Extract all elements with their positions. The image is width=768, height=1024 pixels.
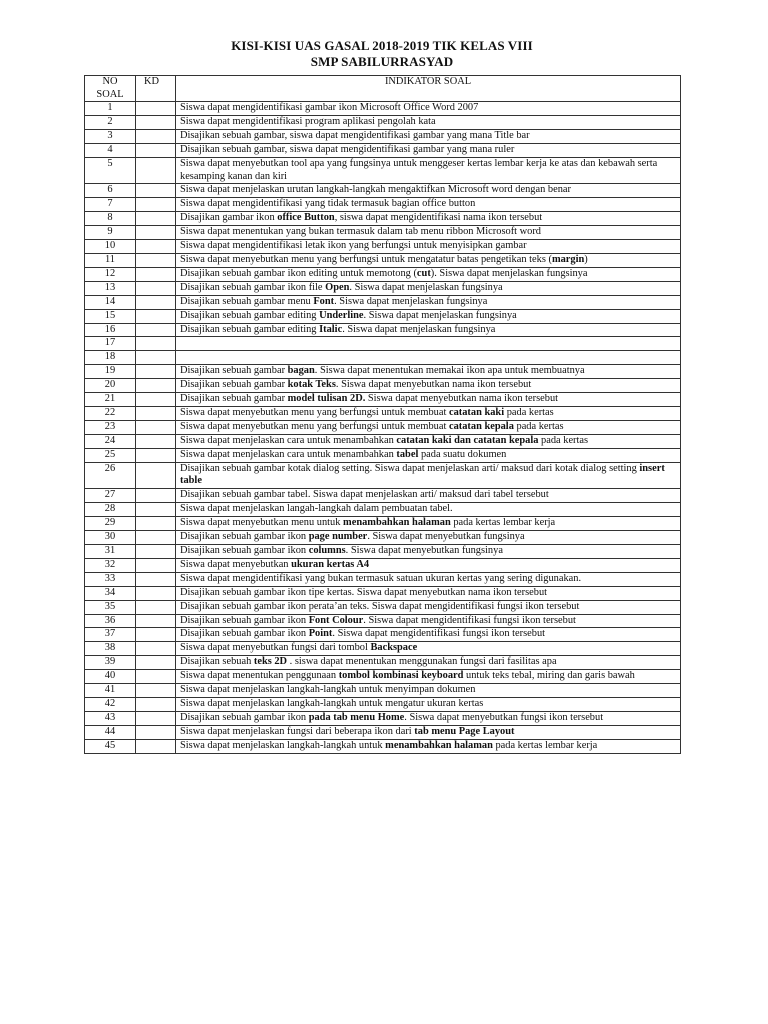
indikator-text: Disajikan sebuah gambar ikon editing untuk memotong ( <box>180 267 417 279</box>
row-indikator <box>176 420 681 434</box>
indikator-text: Disajikan sebuah gambar ikon tipe kertas. Siswa dapat menyebutkan nama ikon tersebut <box>180 586 548 598</box>
indikator-text: pada kertas lembar kerja <box>492 739 598 751</box>
table-row <box>85 725 681 739</box>
row-number: 39 <box>85 656 136 670</box>
row-number: 18 <box>85 351 136 365</box>
indikator-text: untuk teks tebal, miring dan garis bawah <box>463 670 635 682</box>
row-indikator <box>176 614 681 628</box>
indikator-text: Disajikan sebuah gambar tabel. Siswa dapat menjelaskan arti/ maksud dari tabel tersebut <box>180 489 549 501</box>
row-number: 12 <box>85 267 136 281</box>
row-number: 20 <box>85 379 136 393</box>
indikator-text: Disajikan sebuah gambar, siswa dapat mengidentifikasi gambar yang mana ruler <box>180 143 515 155</box>
table-row <box>85 670 681 684</box>
row-number: 23 <box>85 420 136 434</box>
row-kd <box>136 212 176 226</box>
table-header-row <box>85 76 681 102</box>
row-number: 17 <box>85 337 136 351</box>
indikator-emphasis: model tulisan 2D. <box>287 393 366 405</box>
row-indikator <box>176 545 681 559</box>
row-kd <box>136 102 176 116</box>
header-kd: KD <box>136 76 176 102</box>
row-indikator <box>176 309 681 323</box>
row-number: 14 <box>85 295 136 309</box>
indikator-emphasis: tombol kombinasi keyboard <box>338 670 464 682</box>
row-indikator <box>176 642 681 656</box>
row-indikator <box>176 393 681 407</box>
row-indikator <box>176 337 681 351</box>
document-title: KISI-KISI UAS GASAL 2018-2019 TIK KELAS VIII <box>231 38 533 53</box>
indikator-text: Disajikan sebuah gambar ikon <box>180 545 309 556</box>
indikator-emphasis: catatan kepala <box>448 420 514 432</box>
indikator-text: . Siswa dapat mengidentifikasi fungsi ikon tersebut <box>363 614 576 626</box>
row-indikator <box>176 489 681 503</box>
indikator-emphasis: margin <box>551 253 585 265</box>
indikator-text: Disajikan sebuah gambar editing <box>180 323 320 335</box>
row-number: 29 <box>85 517 136 531</box>
table-row <box>85 572 681 586</box>
row-number: 5 <box>85 157 136 184</box>
row-kd <box>136 309 176 323</box>
row-kd <box>136 393 176 407</box>
row-number: 6 <box>85 184 136 198</box>
row-kd <box>136 517 176 531</box>
row-indikator <box>176 572 681 586</box>
table-row <box>85 462 681 489</box>
row-number: 16 <box>85 323 136 337</box>
indikator-text: . Siswa dapat menjelaskan fungsinya <box>334 295 488 307</box>
indikator-emphasis: page number <box>308 531 368 543</box>
row-number: 41 <box>85 684 136 698</box>
table-row <box>85 684 681 698</box>
indikator-text: ) <box>584 253 588 265</box>
indikator-emphasis: kotak Teks <box>287 379 336 391</box>
indikator-text: Siswa dapat menjelaskan langah-langkah dalam pembuatan tabel. <box>180 503 453 515</box>
row-indikator <box>176 351 681 365</box>
table-row <box>85 226 681 240</box>
row-kd <box>136 572 176 586</box>
table-row <box>85 212 681 226</box>
table-row <box>85 184 681 198</box>
table-row <box>85 309 681 323</box>
row-kd <box>136 711 176 725</box>
table-row <box>85 393 681 407</box>
indikator-emphasis: catatan kaki <box>448 406 505 418</box>
row-number: 36 <box>85 614 136 628</box>
row-kd <box>136 656 176 670</box>
indikator-text: Siswa dapat menyebutkan menu yang berfungsi untuk membuat <box>180 420 449 432</box>
row-indikator <box>176 711 681 725</box>
table-row <box>85 545 681 559</box>
indikator-text: , siswa dapat mengidentifikasi nama ikon tersebut <box>334 212 543 224</box>
table-row <box>85 102 681 116</box>
table-row <box>85 267 681 281</box>
indikator-text: Disajikan gambar ikon <box>180 212 278 224</box>
kisi-kisi-table <box>84 75 681 754</box>
indikator-emphasis: insert table <box>180 462 665 487</box>
row-number: 9 <box>85 226 136 240</box>
row-indikator <box>176 157 681 184</box>
indikator-emphasis: Open <box>325 281 350 293</box>
indikator-text: Siswa dapat menyebutkan nama ikon tersebut <box>365 393 559 405</box>
indikator-text: Disajikan sebuah gambar, siswa dapat mengidentifikasi gambar yang mana Title bar <box>180 129 530 141</box>
row-kd <box>136 684 176 698</box>
header-no-line1: NO <box>102 76 118 87</box>
row-number: 1 <box>85 102 136 116</box>
row-kd <box>136 323 176 337</box>
table-row <box>85 157 681 184</box>
school-name: SMP SABILURRASYAD <box>310 54 454 69</box>
table-body <box>85 102 681 754</box>
indikator-text: Disajikan sebuah gambar ikon perata’an teks. Siswa dapat mengidentifikasi fungsi ikon tersebut <box>180 600 580 612</box>
row-kd <box>136 586 176 600</box>
row-kd <box>136 351 176 365</box>
row-indikator <box>176 406 681 420</box>
row-indikator <box>176 184 681 198</box>
row-indikator <box>176 600 681 614</box>
row-indikator <box>176 517 681 531</box>
indikator-emphasis: Underline <box>319 309 364 321</box>
indikator-text: . Siswa dapat menjelaskan fungsinya <box>363 309 517 321</box>
indikator-emphasis: Italic <box>319 323 343 335</box>
row-kd <box>136 600 176 614</box>
row-indikator <box>176 143 681 157</box>
indikator-text: Siswa dapat menyebutkan tool apa yang fungsinya untuk menggeser kertas lembar kerja ke atas dan kebawah serta kesamping kanan dan kiri <box>180 157 658 182</box>
row-kd <box>136 545 176 559</box>
row-indikator <box>176 115 681 129</box>
row-number: 34 <box>85 586 136 600</box>
table-row <box>85 323 681 337</box>
row-kd <box>136 115 176 129</box>
row-indikator <box>176 739 681 753</box>
table-row <box>85 129 681 143</box>
indikator-text: Disajikan sebuah gambar menu <box>180 295 314 307</box>
row-indikator <box>176 240 681 254</box>
indikator-text: Siswa dapat menjelaskan langkah-langkah untuk <box>180 739 386 751</box>
row-kd <box>136 129 176 143</box>
table-row <box>85 143 681 157</box>
indikator-text: Disajikan sebuah gambar <box>180 379 288 391</box>
indikator-text: Siswa dapat menyebutkan <box>180 558 292 570</box>
row-indikator <box>176 656 681 670</box>
indikator-text: . Siswa dapat menyebutkan nama ikon tersebut <box>335 379 532 391</box>
indikator-emphasis: catatan kaki dan catatan kepala <box>396 434 539 446</box>
row-kd <box>136 184 176 198</box>
row-number: 28 <box>85 503 136 517</box>
table-row <box>85 406 681 420</box>
indikator-text: Siswa dapat menjelaskan urutan langkah-langkah mengaktifkan Microsoft word dengan benar <box>180 184 571 196</box>
indikator-text: . Siswa dapat menyebutkan fungsi ikon tersebut <box>404 711 604 723</box>
table-row <box>85 379 681 393</box>
header-no-soal <box>85 76 136 102</box>
row-indikator <box>176 212 681 226</box>
row-number: 22 <box>85 406 136 420</box>
table-row <box>85 295 681 309</box>
row-number: 35 <box>85 600 136 614</box>
row-indikator <box>176 503 681 517</box>
row-number: 19 <box>85 365 136 379</box>
row-number: 43 <box>85 711 136 725</box>
table-row <box>85 517 681 531</box>
indikator-text: Siswa dapat menyebutkan menu yang berfungsi untuk membuat <box>180 406 449 418</box>
indikator-text: Siswa dapat menentukan yang bukan termasuk dalam tab menu ribbon Microsoft word <box>180 226 541 238</box>
row-indikator <box>176 102 681 116</box>
row-indikator <box>176 267 681 281</box>
row-number: 3 <box>85 129 136 143</box>
row-kd <box>136 198 176 212</box>
indikator-text: Siswa dapat menjelaskan fungsi dari beberapa ikon dari <box>180 725 415 737</box>
indikator-text: . Siswa dapat menjelaskan fungsinya <box>349 281 503 293</box>
row-kd <box>136 281 176 295</box>
row-indikator <box>176 697 681 711</box>
row-kd <box>136 558 176 572</box>
row-indikator <box>176 586 681 600</box>
row-kd <box>136 226 176 240</box>
row-number: 4 <box>85 143 136 157</box>
row-number: 38 <box>85 642 136 656</box>
row-number: 26 <box>85 462 136 489</box>
table-row <box>85 489 681 503</box>
row-indikator <box>176 379 681 393</box>
row-indikator <box>176 558 681 572</box>
row-number: 30 <box>85 531 136 545</box>
row-number: 7 <box>85 198 136 212</box>
indikator-text: Siswa dapat menyebutkan fungsi dari tombol <box>180 642 371 654</box>
indikator-text: Siswa dapat mengidentifikasi program aplikasi pengolah kata <box>180 115 436 127</box>
row-kd <box>136 462 176 489</box>
indikator-emphasis: Font Colour <box>308 614 364 626</box>
indikator-text: Siswa dapat menentukan penggunaan <box>180 670 339 682</box>
row-number: 2 <box>85 115 136 129</box>
indikator-text: Disajikan sebuah gambar ikon <box>180 628 309 640</box>
row-kd <box>136 365 176 379</box>
indikator-emphasis: Backspace <box>370 642 418 654</box>
table-row <box>85 656 681 670</box>
indikator-emphasis: tab menu Page Layout <box>414 725 515 737</box>
indikator-emphasis: office Button <box>277 212 335 224</box>
indikator-text: Siswa dapat menjelaskan cara untuk menambahkan <box>180 448 397 460</box>
indikator-emphasis: ukuran kertas A4 <box>291 558 370 570</box>
table-row <box>85 586 681 600</box>
row-kd <box>136 434 176 448</box>
row-indikator <box>176 295 681 309</box>
table-row <box>85 503 681 517</box>
row-kd <box>136 240 176 254</box>
indikator-text: . Siswa dapat mengidentifikasi fungsi ikon tersebut <box>332 628 546 640</box>
indikator-text: ). Siswa dapat menjelaskan fungsinya <box>430 267 588 279</box>
row-number: 11 <box>85 253 136 267</box>
indikator-text: Siswa dapat mengidentifikasi yang bukan termasuk satuan ukuran kertas yang sering digunakan. <box>180 572 582 584</box>
indikator-text: . Siswa dapat menyebutkan fungsinya <box>345 545 503 556</box>
row-indikator <box>176 198 681 212</box>
row-indikator <box>176 365 681 379</box>
row-number: 37 <box>85 628 136 642</box>
row-indikator <box>176 531 681 545</box>
row-indikator <box>176 448 681 462</box>
row-indikator <box>176 253 681 267</box>
indikator-text: Siswa dapat mengidentifikasi letak ikon yang berfungsi untuk menyisipkan gambar <box>180 240 527 252</box>
document-page <box>84 38 680 754</box>
row-indikator <box>176 462 681 489</box>
table-row <box>85 711 681 725</box>
row-number: 21 <box>85 393 136 407</box>
table-row <box>85 253 681 267</box>
indikator-text: . siswa dapat menentukan menggunakan fungsi dari fasilitas apa <box>287 656 557 668</box>
row-number: 27 <box>85 489 136 503</box>
row-number: 44 <box>85 725 136 739</box>
indikator-text: Disajikan sebuah gambar ikon file <box>180 281 326 293</box>
indikator-emphasis: Point <box>308 628 333 640</box>
header-no-line2: SOAL <box>96 88 124 100</box>
indikator-emphasis: bagan <box>287 365 315 377</box>
row-number: 40 <box>85 670 136 684</box>
indikator-text: Disajikan sebuah gambar <box>180 393 288 405</box>
indikator-text: pada kertas lembar kerja <box>450 517 556 529</box>
indikator-text: Disajikan sebuah <box>180 656 254 668</box>
row-kd <box>136 531 176 545</box>
header-indikator-soal: INDIKATOR SOAL <box>176 76 681 102</box>
indikator-emphasis: Font <box>313 295 335 307</box>
row-number: 25 <box>85 448 136 462</box>
row-kd <box>136 406 176 420</box>
row-number: 15 <box>85 309 136 323</box>
row-kd <box>136 697 176 711</box>
indikator-text: Siswa dapat menjelaskan langkah-langkah untuk mengatur ukuran kertas <box>180 697 484 709</box>
row-kd <box>136 337 176 351</box>
table-row <box>85 448 681 462</box>
row-kd <box>136 420 176 434</box>
row-kd <box>136 295 176 309</box>
table-row <box>85 420 681 434</box>
table-row <box>85 198 681 212</box>
row-indikator <box>176 684 681 698</box>
indikator-text: . Siswa dapat menyebutkan fungsinya <box>367 531 525 543</box>
row-kd <box>136 628 176 642</box>
row-kd <box>136 670 176 684</box>
row-indikator <box>176 725 681 739</box>
table-row <box>85 351 681 365</box>
row-kd <box>136 143 176 157</box>
row-kd <box>136 489 176 503</box>
indikator-text: Disajikan sebuah gambar ikon <box>180 531 309 543</box>
indikator-emphasis: pada tab menu Home <box>308 711 405 723</box>
table-row <box>85 531 681 545</box>
row-kd <box>136 739 176 753</box>
indikator-text: Siswa dapat mengidentifikasi gambar ikon Microsoft Office Word 2007 <box>180 102 479 113</box>
table-row <box>85 281 681 295</box>
indikator-text: . Siswa dapat menjelaskan fungsinya <box>342 323 496 335</box>
indikator-text: pada kertas <box>504 406 554 418</box>
table-row <box>85 558 681 572</box>
row-indikator <box>176 129 681 143</box>
indikator-emphasis: cut <box>416 267 431 279</box>
indikator-text: pada kertas <box>513 420 564 432</box>
row-number: 42 <box>85 697 136 711</box>
indikator-text: Disajikan sebuah gambar kotak dialog setting. Siswa dapat menjelaskan arti/ maksud dari kotak dialog setting <box>180 462 640 474</box>
row-kd <box>136 642 176 656</box>
row-kd <box>136 157 176 184</box>
row-indikator <box>176 226 681 240</box>
row-kd <box>136 253 176 267</box>
row-kd <box>136 614 176 628</box>
table-row <box>85 365 681 379</box>
row-kd <box>136 448 176 462</box>
row-indikator <box>176 323 681 337</box>
table-row <box>85 600 681 614</box>
indikator-emphasis: columns <box>308 545 346 556</box>
indikator-text: Disajikan sebuah gambar editing <box>180 309 320 321</box>
indikator-text: pada kertas <box>538 434 589 446</box>
row-kd <box>136 267 176 281</box>
row-number: 33 <box>85 572 136 586</box>
row-number: 24 <box>85 434 136 448</box>
row-number: 45 <box>85 739 136 753</box>
indikator-text: Siswa dapat menyebutkan menu untuk <box>180 517 344 529</box>
row-indikator <box>176 434 681 448</box>
indikator-emphasis: teks 2D <box>253 656 288 668</box>
table-row <box>85 240 681 254</box>
table-row <box>85 739 681 753</box>
row-indikator <box>176 281 681 295</box>
indikator-text: Siswa dapat menyebutkan menu yang berfungsi untuk mengatatur batas pengetikan teks ( <box>180 253 552 265</box>
row-number: 10 <box>85 240 136 254</box>
indikator-text: Disajikan sebuah gambar ikon <box>180 711 309 723</box>
indikator-text: Siswa dapat menjelaskan langkah-langkah untuk menyimpan dokumen <box>180 684 476 696</box>
table-row <box>85 337 681 351</box>
indikator-text: Disajikan sebuah gambar <box>180 365 288 377</box>
row-kd <box>136 503 176 517</box>
title-block <box>84 38 680 70</box>
row-number: 8 <box>85 212 136 226</box>
indikator-text: Siswa dapat mengidentifikasi yang tidak termasuk bagian office button <box>180 198 476 210</box>
row-kd <box>136 725 176 739</box>
row-indikator <box>176 628 681 642</box>
table-row <box>85 642 681 656</box>
indikator-text: Siswa dapat menjelaskan cara untuk menambahkan <box>180 434 397 446</box>
row-indikator <box>176 670 681 684</box>
indikator-text: . Siswa dapat menentukan memakai ikon apa untuk membuatnya <box>314 365 585 377</box>
row-number: 31 <box>85 545 136 559</box>
row-kd <box>136 379 176 393</box>
table-row <box>85 697 681 711</box>
indikator-text: pada suatu dokumen <box>418 448 507 460</box>
indikator-emphasis: tabel <box>396 448 419 460</box>
indikator-emphasis: menambahkan halaman <box>385 739 493 751</box>
indikator-emphasis: menambahkan halaman <box>343 517 451 529</box>
table-row <box>85 115 681 129</box>
table-row <box>85 614 681 628</box>
indikator-text: Disajikan sebuah gambar ikon <box>180 614 309 626</box>
row-number: 13 <box>85 281 136 295</box>
table-row <box>85 628 681 642</box>
row-number: 32 <box>85 558 136 572</box>
table-row <box>85 434 681 448</box>
